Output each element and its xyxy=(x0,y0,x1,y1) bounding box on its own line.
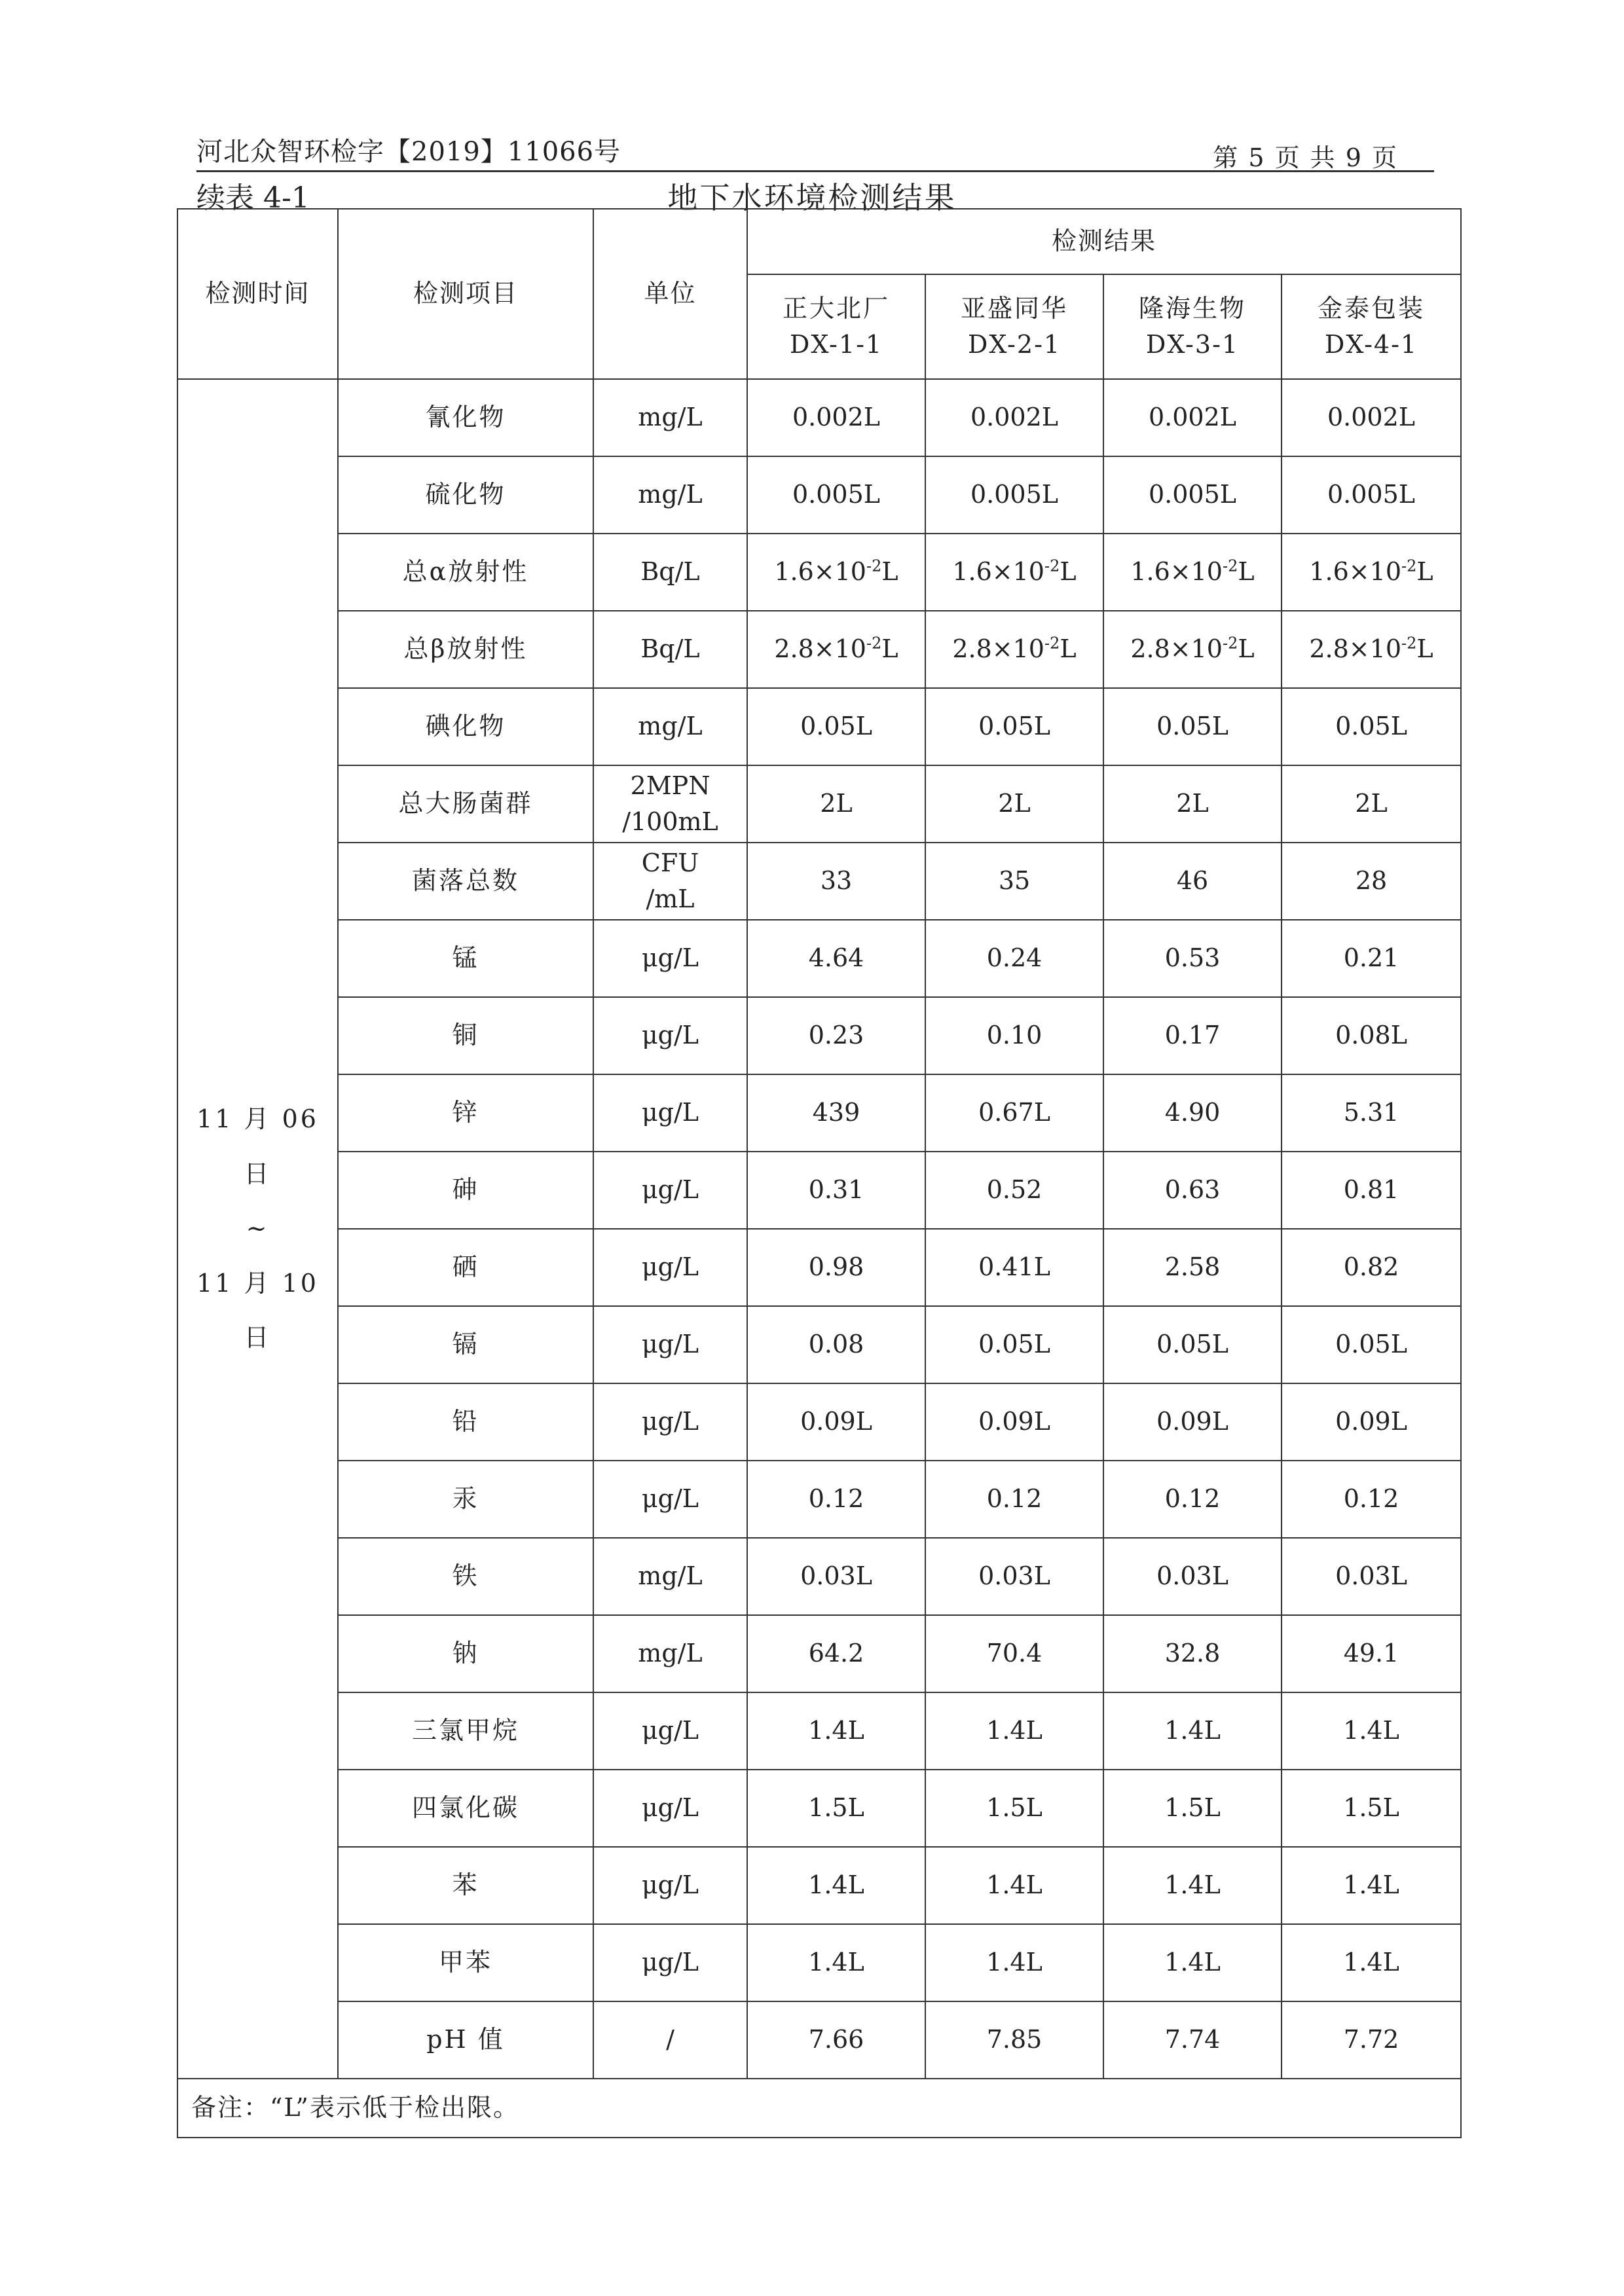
value-cell: 0.21 xyxy=(1282,920,1461,997)
site-name: 隆海生物 xyxy=(1138,293,1246,323)
site-name: 亚盛同华 xyxy=(960,293,1068,323)
value-cell: $1.6\times 10^{-2}L$ xyxy=(1103,534,1282,611)
value-cell: 0.05L xyxy=(747,688,925,765)
value-cell: 4.90 xyxy=(1103,1074,1282,1152)
value-cell: 1.5L xyxy=(1103,1770,1282,1847)
unit-cell: μg/L xyxy=(593,1770,747,1847)
value-cell: 70.4 xyxy=(925,1615,1103,1692)
value-cell: $2.8\times 10^{-2}L$ xyxy=(925,611,1103,688)
table-row xyxy=(177,1847,1461,1924)
value-cell: 0.09L xyxy=(925,1383,1103,1461)
value-cell: 0.002L xyxy=(1282,379,1461,456)
value-cell: 0.41L xyxy=(925,1229,1103,1306)
table-note: 备注：“L”表示低于检出限。 xyxy=(177,2079,1461,2138)
site-header xyxy=(747,274,925,379)
value-cell: 1.4L xyxy=(1282,1692,1461,1770)
unit-cell: μg/L xyxy=(593,920,747,997)
value-cell: 1.4L xyxy=(1103,1847,1282,1924)
table-row xyxy=(177,843,1461,920)
unit-cell: Bq/L xyxy=(593,611,747,688)
table-row xyxy=(177,456,1461,534)
value-cell: 7.85 xyxy=(925,2001,1103,2079)
value-cell: 1.4L xyxy=(1282,1847,1461,1924)
unit-cell: 2MPN /100mL xyxy=(593,765,747,843)
item-name: 氰化物 xyxy=(338,379,593,456)
table-row xyxy=(177,2001,1461,2079)
table-row xyxy=(177,379,1461,456)
value-cell: 1.4L xyxy=(747,1692,925,1770)
col-header-item: 检测项目 xyxy=(338,209,593,379)
table-row xyxy=(177,1152,1461,1229)
table-label: 续表 4-1 xyxy=(196,181,310,215)
value-cell: 0.005L xyxy=(747,456,925,534)
value-cell: 0.08 xyxy=(747,1306,925,1383)
site-name: 金泰包装 xyxy=(1318,293,1426,323)
table-row xyxy=(177,765,1461,843)
site-code: DX-1-1 xyxy=(789,330,883,359)
value-cell: 0.17 xyxy=(1103,997,1282,1074)
unit-cell: μg/L xyxy=(593,1306,747,1383)
value-cell: 1.4L xyxy=(747,1847,925,1924)
site-header xyxy=(1103,274,1282,379)
value-cell: 2.58 xyxy=(1103,1229,1282,1306)
item-name: 铁 xyxy=(338,1538,593,1615)
table-row xyxy=(177,1924,1461,2001)
value-cell: 0.05L xyxy=(925,688,1103,765)
table-row xyxy=(177,611,1461,688)
value-cell: $1.6\times 10^{-2}L$ xyxy=(925,534,1103,611)
value-cell: 0.81 xyxy=(1282,1152,1461,1229)
value-cell: 0.005L xyxy=(1282,456,1461,534)
date-range xyxy=(177,379,338,2079)
site-header xyxy=(925,274,1103,379)
value-cell: 49.1 xyxy=(1282,1615,1461,1692)
date-sep: ~ xyxy=(246,1214,270,1243)
page-info: 第 5 页 共 9 页 xyxy=(1213,143,1398,172)
value-cell: 0.03L xyxy=(925,1538,1103,1615)
value-cell: 0.08L xyxy=(1282,997,1461,1074)
item-name: 硫化物 xyxy=(338,456,593,534)
unit-cell: μg/L xyxy=(593,1847,747,1924)
value-cell: 0.82 xyxy=(1282,1229,1461,1306)
item-name: 铅 xyxy=(338,1383,593,1461)
results-table xyxy=(177,208,1462,2138)
item-name: 甲苯 xyxy=(338,1924,593,2001)
report-number: 河北众智环检字【2019】11066号 xyxy=(196,137,621,167)
item-name: 三氯甲烷 xyxy=(338,1692,593,1770)
unit-cell: μg/L xyxy=(593,1152,747,1229)
item-name: 铜 xyxy=(338,997,593,1074)
table-row xyxy=(177,534,1461,611)
value-cell: 1.4L xyxy=(925,1847,1103,1924)
value-cell: 28 xyxy=(1282,843,1461,920)
site-code: DX-3-1 xyxy=(1145,330,1240,359)
value-cell: 7.66 xyxy=(747,2001,925,2079)
value-cell: 1.4L xyxy=(1282,1924,1461,2001)
value-cell: 1.4L xyxy=(925,1692,1103,1770)
value-cell: 0.98 xyxy=(747,1229,925,1306)
table-row xyxy=(177,997,1461,1074)
exponent: -2 xyxy=(1223,634,1238,653)
date-end: 11 月 10 日 xyxy=(196,1268,319,1353)
item-name: 总α放射性 xyxy=(338,534,593,611)
exponent: -2 xyxy=(1401,556,1417,575)
table-row xyxy=(177,1461,1461,1538)
value-cell: 5.31 xyxy=(1282,1074,1461,1152)
value-cell: $1.6\times 10^{-2}L$ xyxy=(747,534,925,611)
value-cell: 1.5L xyxy=(1282,1770,1461,1847)
value-cell: 0.24 xyxy=(925,920,1103,997)
item-name: 钠 xyxy=(338,1615,593,1692)
exponent: -2 xyxy=(1223,556,1238,575)
exponent: -2 xyxy=(866,634,882,653)
date-start: 11 月 06 日 xyxy=(196,1104,319,1188)
value-cell: 0.12 xyxy=(747,1461,925,1538)
table-row xyxy=(177,1692,1461,1770)
col-header-unit: 单位 xyxy=(593,209,747,379)
value-cell: 32.8 xyxy=(1103,1615,1282,1692)
value-cell: 2L xyxy=(1103,765,1282,843)
value-cell: 0.05L xyxy=(1282,688,1461,765)
unit-cell: mg/L xyxy=(593,1538,747,1615)
value-cell: 0.67L xyxy=(925,1074,1103,1152)
table-row xyxy=(177,688,1461,765)
value-cell: 64.2 xyxy=(747,1615,925,1692)
value-cell: 0.12 xyxy=(925,1461,1103,1538)
value-cell: $2.8\times 10^{-2}L$ xyxy=(747,611,925,688)
value-cell: 0.12 xyxy=(1103,1461,1282,1538)
value-cell: 0.03L xyxy=(1103,1538,1282,1615)
value-cell: 0.05L xyxy=(925,1306,1103,1383)
value-cell: 0.05L xyxy=(1282,1306,1461,1383)
value-cell: $2.8\times 10^{-2}L$ xyxy=(1282,611,1461,688)
exponent: -2 xyxy=(1044,556,1060,575)
value-cell: $2.8\times 10^{-2}L$ xyxy=(1103,611,1282,688)
unit-cell: μg/L xyxy=(593,1461,747,1538)
item-name: 砷 xyxy=(338,1152,593,1229)
value-cell: 0.03L xyxy=(747,1538,925,1615)
table-row xyxy=(177,1229,1461,1306)
col-header-time: 检测时间 xyxy=(177,209,338,379)
unit-cell: mg/L xyxy=(593,688,747,765)
value-cell: 0.005L xyxy=(1103,456,1282,534)
item-name: 苯 xyxy=(338,1847,593,1924)
table-row xyxy=(177,1306,1461,1383)
results-body xyxy=(177,379,1461,2079)
unit-cell: μg/L xyxy=(593,1074,747,1152)
site-code: DX-2-1 xyxy=(967,330,1061,359)
value-cell: 0.09L xyxy=(1103,1383,1282,1461)
value-cell: 0.002L xyxy=(1103,379,1282,456)
unit-cell: / xyxy=(593,2001,747,2079)
item-name: 汞 xyxy=(338,1461,593,1538)
value-cell: $1.6\times 10^{-2}L$ xyxy=(1282,534,1461,611)
unit-cell: μg/L xyxy=(593,1692,747,1770)
value-cell: 2L xyxy=(747,765,925,843)
value-cell: 2L xyxy=(925,765,1103,843)
value-cell: 0.63 xyxy=(1103,1152,1282,1229)
exponent: -2 xyxy=(1401,634,1417,653)
item-name: 镉 xyxy=(338,1306,593,1383)
item-name: 总大肠菌群 xyxy=(338,765,593,843)
table-row xyxy=(177,1538,1461,1615)
value-cell: 4.64 xyxy=(747,920,925,997)
value-cell: 0.05L xyxy=(1103,1306,1282,1383)
value-cell: 1.5L xyxy=(747,1770,925,1847)
value-cell: 7.72 xyxy=(1282,2001,1461,2079)
item-name: 总β放射性 xyxy=(338,611,593,688)
table-row xyxy=(177,1770,1461,1847)
table-row xyxy=(177,1383,1461,1461)
value-cell: 0.10 xyxy=(925,997,1103,1074)
table-row xyxy=(177,920,1461,997)
value-cell: 1.4L xyxy=(1103,1924,1282,2001)
value-cell: 0.23 xyxy=(747,997,925,1074)
value-cell: 1.4L xyxy=(747,1924,925,2001)
value-cell: 0.09L xyxy=(747,1383,925,1461)
exponent: -2 xyxy=(866,556,882,575)
unit-cell: mg/L xyxy=(593,379,747,456)
unit-cell: mg/L xyxy=(593,456,747,534)
value-cell: 35 xyxy=(925,843,1103,920)
table-row xyxy=(177,1074,1461,1152)
item-name: 硒 xyxy=(338,1229,593,1306)
value-cell: 46 xyxy=(1103,843,1282,920)
table-title: 地下水环境检测结果 xyxy=(667,180,957,215)
value-cell: 0.002L xyxy=(747,379,925,456)
value-cell: 2L xyxy=(1282,765,1461,843)
value-cell: 0.52 xyxy=(925,1152,1103,1229)
value-cell: 33 xyxy=(747,843,925,920)
col-header-results: 检测结果 xyxy=(747,209,1461,274)
value-cell: 1.4L xyxy=(925,1924,1103,2001)
value-cell: 0.31 xyxy=(747,1152,925,1229)
exponent: -2 xyxy=(1044,634,1060,653)
unit-cell: CFU /mL xyxy=(593,843,747,920)
value-cell: 0.53 xyxy=(1103,920,1282,997)
item-name: 碘化物 xyxy=(338,688,593,765)
unit-cell: Bq/L xyxy=(593,534,747,611)
value-cell: 0.05L xyxy=(1103,688,1282,765)
unit-cell: μg/L xyxy=(593,1924,747,2001)
header-rule xyxy=(196,170,1434,172)
value-cell: 0.03L xyxy=(1282,1538,1461,1615)
item-name: pH 值 xyxy=(338,2001,593,2079)
unit-cell: μg/L xyxy=(593,997,747,1074)
value-cell: 1.4L xyxy=(1103,1692,1282,1770)
item-name: 锌 xyxy=(338,1074,593,1152)
item-name: 四氯化碳 xyxy=(338,1770,593,1847)
item-name: 锰 xyxy=(338,920,593,997)
value-cell: 0.12 xyxy=(1282,1461,1461,1538)
value-cell: 0.005L xyxy=(925,456,1103,534)
site-header xyxy=(1282,274,1461,379)
value-cell: 439 xyxy=(747,1074,925,1152)
item-name: 菌落总数 xyxy=(338,843,593,920)
value-cell: 7.74 xyxy=(1103,2001,1282,2079)
table-row xyxy=(177,1615,1461,1692)
site-code: DX-4-1 xyxy=(1324,330,1418,359)
unit-cell: μg/L xyxy=(593,1383,747,1461)
unit-cell: μg/L xyxy=(593,1229,747,1306)
value-cell: 0.002L xyxy=(925,379,1103,456)
value-cell: 0.09L xyxy=(1282,1383,1461,1461)
site-name: 正大北厂 xyxy=(782,293,890,323)
value-cell: 1.5L xyxy=(925,1770,1103,1847)
unit-cell: mg/L xyxy=(593,1615,747,1692)
